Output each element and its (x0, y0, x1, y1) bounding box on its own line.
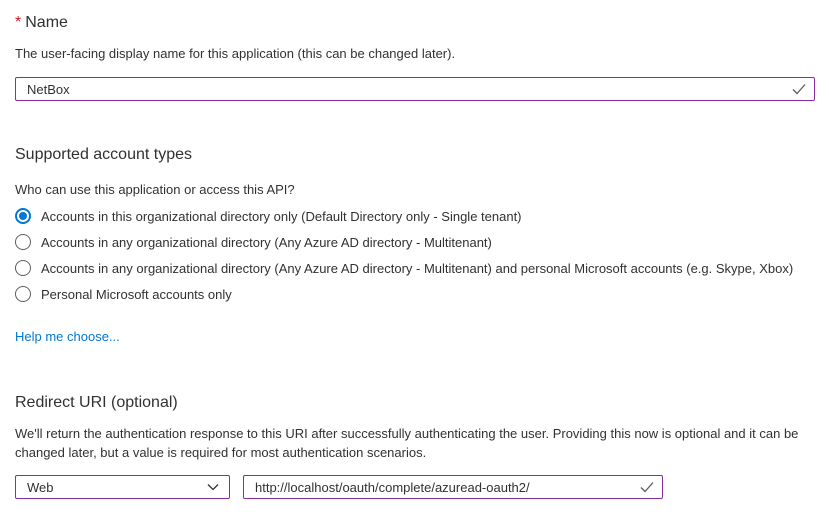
account-type-option-single-tenant[interactable] (15, 208, 815, 224)
radio-button-icon[interactable] (15, 208, 31, 224)
checkmark-icon (640, 481, 654, 493)
redirect-uri-title: Redirect URI (optional) (15, 394, 178, 411)
redirect-uri-section (15, 392, 815, 499)
name-section-title-text: Name (25, 14, 68, 31)
name-section (15, 12, 815, 101)
radio-button-icon[interactable] (15, 260, 31, 276)
name-input-box (15, 77, 815, 101)
radio-label: Accounts in this organizational directory only (Default Directory only - Single tenant) (41, 208, 522, 224)
checkmark-icon (792, 83, 806, 95)
redirect-uri-input-box (243, 475, 663, 499)
platform-select[interactable] (15, 475, 230, 499)
name-section-title (15, 12, 815, 33)
name-description: The user-facing display name for this application (this can be changed later). (15, 46, 456, 61)
redirect-uri-description: We'll return the authentication response to this URI after successfully authenticating the user. Providing this now is optional and it can be changed later, but a value is required for most authentication scenarios. (15, 426, 799, 460)
redirect-uri-input[interactable] (244, 476, 662, 498)
platform-select-value: Web (27, 479, 54, 495)
account-type-option-multitenant-personal[interactable] (15, 260, 815, 276)
radio-label: Accounts in any organizational directory (Any Azure AD directory - Multitenant) and personal Microsoft accounts (e.g. Skype, Xbox) (41, 260, 794, 276)
name-input[interactable] (16, 78, 814, 100)
radio-label: Accounts in any organizational directory (Any Azure AD directory - Multitenant) (41, 234, 492, 250)
account-types-question: Who can use this application or access this API? (15, 182, 295, 197)
radio-button-icon[interactable] (15, 286, 31, 302)
account-type-option-multitenant[interactable] (15, 234, 815, 250)
required-asterisk: * (15, 14, 22, 31)
radio-label: Personal Microsoft accounts only (41, 286, 232, 302)
account-type-option-personal-only[interactable] (15, 286, 815, 302)
radio-button-icon[interactable] (15, 234, 31, 250)
help-me-choose-link[interactable]: Help me choose... (15, 329, 120, 344)
redirect-uri-row (15, 475, 815, 499)
chevron-down-icon (207, 483, 219, 491)
supported-account-types-section (15, 144, 815, 346)
account-types-title: Supported account types (15, 146, 193, 163)
